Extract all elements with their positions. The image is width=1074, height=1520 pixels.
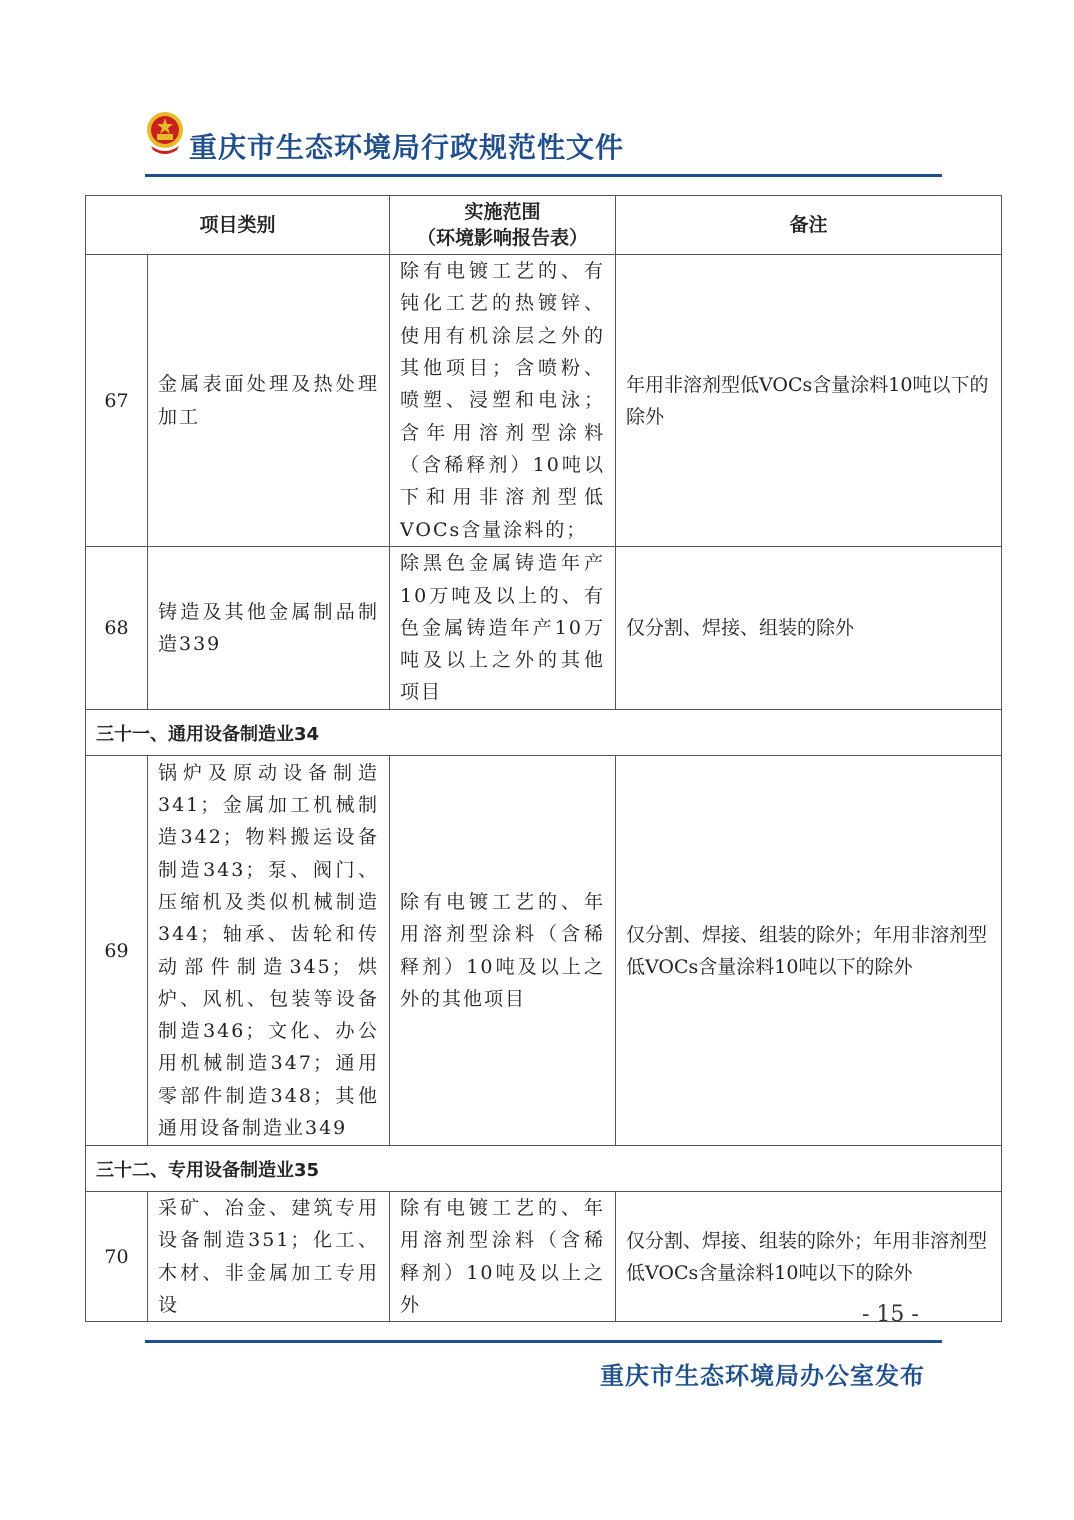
row-category: 铸造及其他金属制品制造339 <box>148 547 390 710</box>
row-number: 69 <box>86 756 148 1146</box>
row-category: 锅炉及原动设备制造341；金属加工机械制造342；物料搬运设备制造343；泵、阀门、压缩机及类似机械制造344；轴承、齿轮和传动部件制造345；烘炉、风机、包装等设备制造346；文化、办公用机械制造347；通用零部件制造348；其他通用设备制造业349 <box>148 756 390 1146</box>
table-row <box>86 255 1002 547</box>
footer-divider <box>145 1340 942 1343</box>
col-header-note: 备注 <box>616 196 1002 255</box>
row-scope: 除有电镀工艺的、年用溶剂型涂料（含稀释剂）10吨及以上之外 <box>390 1192 616 1322</box>
col-header-category: 项目类别 <box>86 196 390 255</box>
row-note: 仅分割、焊接、组装的除外；年用非溶剂型低VOCs含量涂料10吨以下的除外 <box>616 756 1002 1146</box>
table-row <box>86 547 1002 710</box>
section-heading-31: 三十一、通用设备制造业34 <box>86 710 1002 756</box>
row-number: 67 <box>86 255 148 547</box>
row-scope: 除有电镀工艺的、年用溶剂型涂料（含稀释剂）10吨及以上之外的其他项目 <box>390 756 616 1146</box>
row-category: 采矿、冶金、建筑专用设备制造351；化工、木材、非金属加工专用设 <box>148 1192 390 1322</box>
col-header-scope <box>390 196 616 255</box>
national-emblem-icon <box>145 110 185 156</box>
table-header-row <box>86 196 1002 255</box>
row-scope: 除有电镀工艺的、有钝化工艺的热镀锌、使用有机涂层之外的其他项目；含喷粉、喷塑、浸塑和电泳；含年用溶剂型涂料（含稀释剂）10吨以下和用非溶剂型低VOCs含量涂料的； <box>390 255 616 547</box>
section-heading-32: 三十二、专用设备制造业35 <box>86 1146 1002 1192</box>
header-divider <box>145 174 942 177</box>
footer-publisher: 重庆市生态环境局办公室发布 <box>600 1362 925 1390</box>
page-number: - 15 - <box>862 1302 919 1327</box>
row-scope: 除黑色金属铸造年产10万吨及以上的、有色金属铸造年产10万吨及以上之外的其他项目 <box>390 547 616 710</box>
row-number: 70 <box>86 1192 148 1322</box>
document-header <box>145 108 945 178</box>
col-header-scope-line1: 实施范围 <box>464 201 541 223</box>
header-title: 重庆市生态环境局行政规范性文件 <box>189 131 625 164</box>
section-row <box>86 710 1002 756</box>
row-note: 仅分割、焊接、组装的除外 <box>616 547 1002 710</box>
table-row <box>86 756 1002 1146</box>
col-header-scope-line2: （环境影响报告表） <box>417 227 589 249</box>
row-category: 金属表面处理及热处理加工 <box>148 255 390 547</box>
row-note: 仅分割、焊接、组装的除外；年用非溶剂型低VOCs含量涂料10吨以下的除外 <box>616 1192 1002 1322</box>
project-table <box>85 195 1002 1322</box>
section-row <box>86 1146 1002 1192</box>
row-number: 68 <box>86 547 148 710</box>
row-note: 年用非溶剂型低VOCs含量涂料10吨以下的除外 <box>616 255 1002 547</box>
